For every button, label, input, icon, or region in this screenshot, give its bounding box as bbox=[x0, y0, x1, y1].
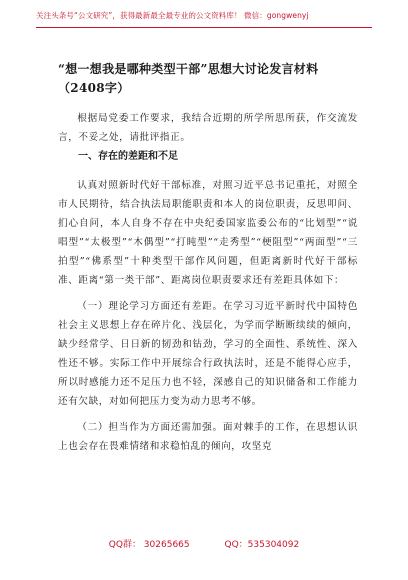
footer-qq-group: QQ群： 30265665 bbox=[108, 540, 190, 550]
header-banner: 关注头条号“公文研究”，获得最新最全最专业的公文资料库！ 微信：gongwenyj bbox=[36, 11, 309, 20]
footer-qq: QQ：535304092 bbox=[224, 540, 300, 550]
body-paragraph: （一）理论学习方面还有差距。在学习习近平新时代中国特色社会主义思想上存在碎片化、浅层化，为学而学断断续续的倾向，缺少经常学、日日新的韧劲和钻劲，学习的全面性、系统性、深入性还不够。实际工作中开展综合行政执法时，还是不能得心应手，所以时感能力还不足压力也不轻，深感自己的知识储备和工作能力还有欠缺，对如何把压力变为动力思考不够。 bbox=[58, 301, 358, 407]
document-body bbox=[58, 60, 358, 456]
body-paragraph: （二）担当作为方面还需加强。面对棘手的工作，在思想认识上也会存在畏难情绪和求稳怕乱的倾向，攻坚克 bbox=[58, 422, 358, 452]
intro-paragraph: 根据局党委工作要求，我结合近期的所学所思所获，作交流发言，不妥之处，请批评指正。 bbox=[58, 113, 358, 143]
document-title: “想一想我是哪种类型干部”思想大讨论发言材料（2408字） bbox=[58, 62, 319, 95]
footer-contact bbox=[0, 537, 408, 550]
section-heading: 一、存在的差距和不足 bbox=[78, 151, 178, 162]
header-divider bbox=[36, 27, 372, 28]
body-paragraph: 认真对照新时代好干部标准，对照习近平总书记重托，对照全市人民期待，结合执法局职能职责和本人的岗位职责，反思叩问、扪心自问，本人自身不存在中央纪委国家监委公布的“比划型”“说唱型”“太极型”“木偶型”“打盹型”“走秀型”“梗阻型”“两面型”“三拍型”“佛系型”十种类型干部作风问题，但距离新时代好干部标准、距离“第一类干部”、距离岗位职责要求还有差距具体如下： bbox=[58, 180, 358, 286]
